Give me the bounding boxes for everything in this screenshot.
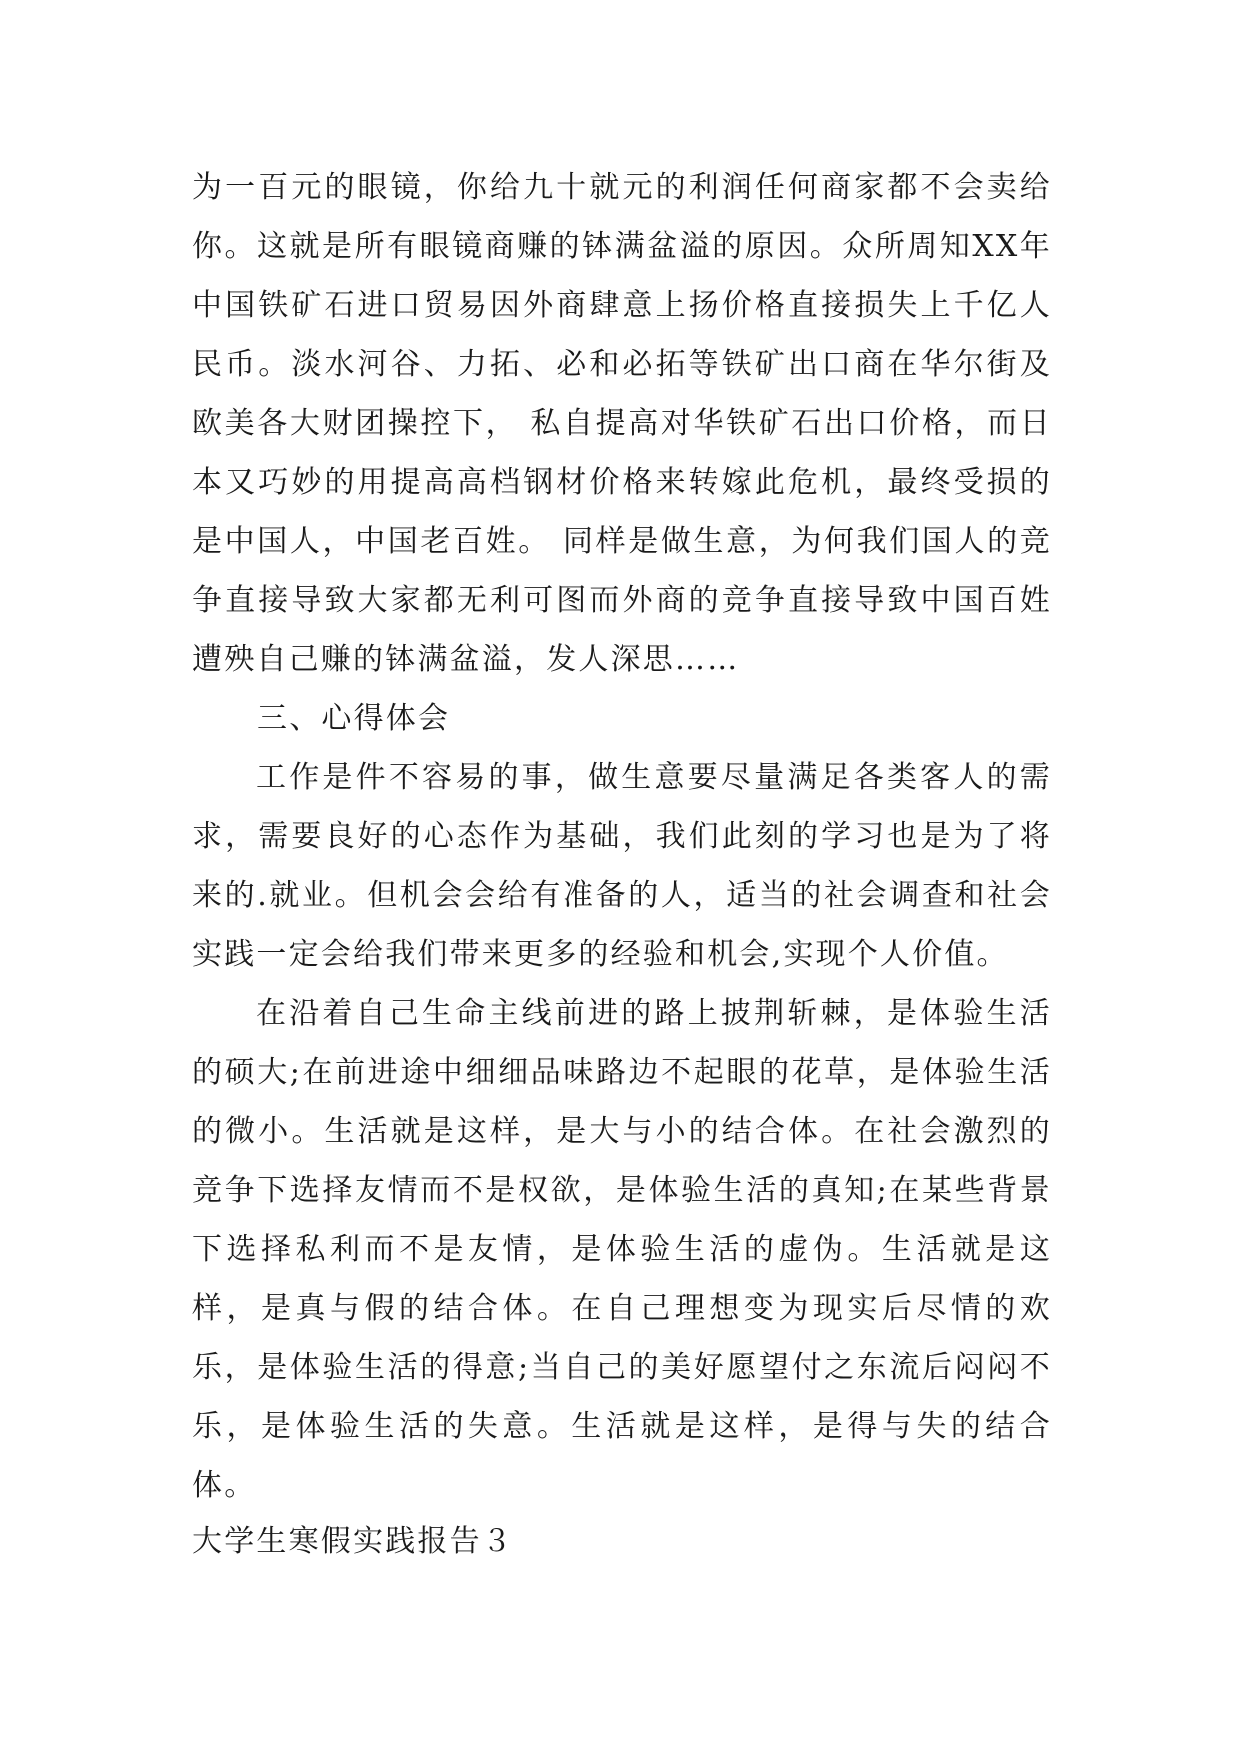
paragraph-work-experience: 工作是件不容易的事，做生意要尽量满足各类客人的需求，需要良好的心态作为基础，我们此刻的学习也是为了将来的.就业。但机会会给有准备的人，适当的社会调查和社会实践一定会给我们带来更多的经验和机会,实现个人价值。	[192, 760, 1052, 972]
paragraph-trade-competition: 为一百元的眼镜，你给九十就元的利润任何商家都不会卖给你。这就是所有眼镜商赚的钵满盆溢的原因。众所周知XX年中国铁矿石进口贸易因外商肆意上扬价格直接损失上千亿人民币。淡水河谷、力拓、必和必拓等铁矿出口商在华尔街及欧美各大财团操控下， 私自提高对华铁矿石出口价格，而日本又巧妙的用提高高档钢材价格来转嫁此危机，最终受损的是中国人，中国老百姓。 同样是做生意，为何我们国人的竞争直接导致大家都无利可图而外商的竞争直接导致中国百姓遭殃自己赚的钵满盆溢，发人深思……	[192, 170, 1052, 677]
section-heading: 三、心得体会	[257, 701, 451, 736]
report-title: 大学生寒假实践报告３	[192, 1524, 514, 1559]
paragraph-life-reflection: 在沿着自己生命主线前进的路上披荆斩棘，是体验生活的硕大;在前进途中细细品味路边不起眼的花草，是体验生活的微小。生活就是这样，是大与小的结合体。在社会激烈的竞争下选择友情而不是权欲，是体验生活的真知;在某些背景下选择私利而不是友情，是体验生活的虚伪。生活就是这样，是真与假的结合体。在自己理想变为现实后尽情的欢乐，是体验生活的得意;当自己的美好愿望付之东流后闷闷不乐，是体验生活的失意。生活就是这样，是得与失的结合体。	[192, 996, 1052, 1503]
